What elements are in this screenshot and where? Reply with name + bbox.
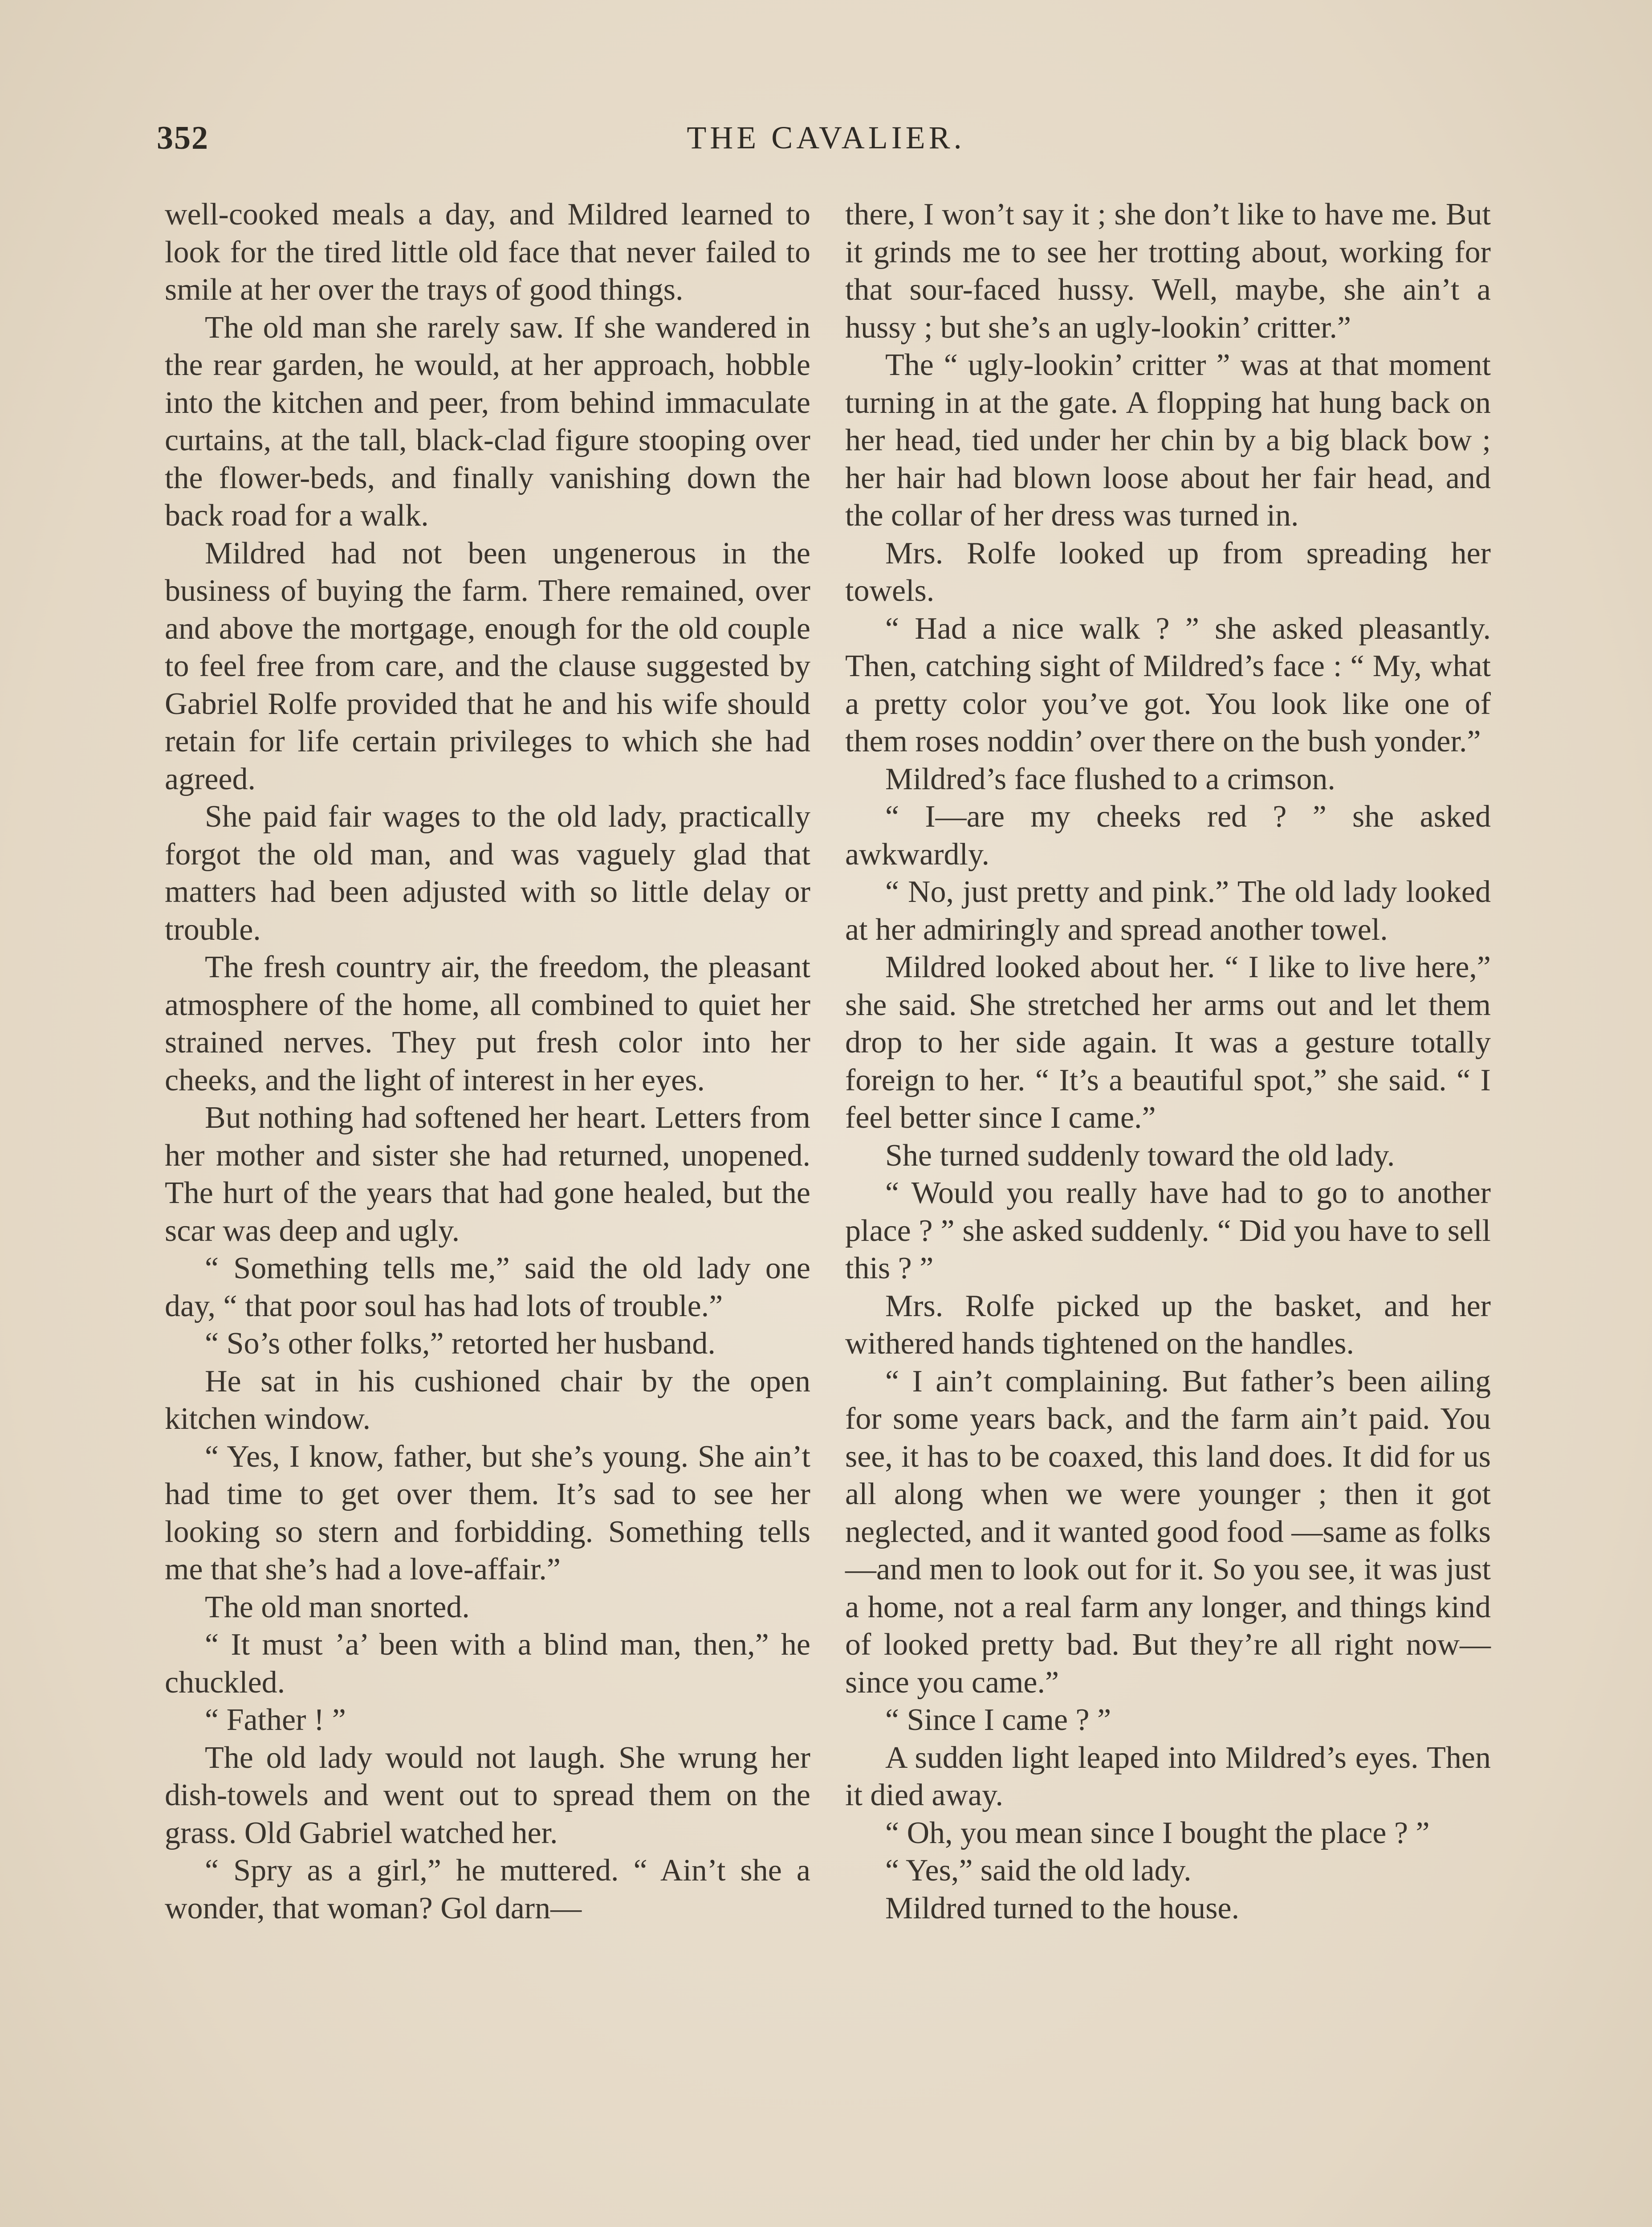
paragraph: “ Father ! ” [205, 1703, 346, 1737]
paragraph: Mildred had not been ungenerous in the business of buying the farm. There remained, over and above the mortgage, enough for the old couple to feel free from care, and the clause suggested by Gabriel Rolfe provided that he and his wife should retain for life certain privileges to which she had agreed. [165, 536, 810, 796]
paragraph: The “ ugly-lookin’ critter ” was at that moment turning in at the gate. A flopping hat hung back on her head, tied under her chin by a big black bow ; her hair had blown loose about her fair head, and the collar of her dress was turned in. [845, 348, 1491, 533]
paragraph: The fresh country air, the freedom, the pleasant atmosphere of the home, all combined to quiet her strained nerves. They put fresh color into her cheeks, and the light of interest in her eyes. [165, 950, 810, 1097]
paragraph: The old lady would not laugh. She wrung her dish-towels and went out to spread them on the grass. Old Gabriel watched her. [165, 1740, 810, 1850]
paragraph: “ It must ’a’ been with a blind man, then,” he chuckled. [165, 1627, 810, 1700]
paragraph: “ I—are my cheeks red ? ” she asked awkwardly. [845, 799, 1491, 872]
right-text-column [845, 196, 1491, 1927]
paragraph: “ I ain’t complaining. But father’s been ailing for some years back, and the farm ain’t paid. You see, it has to be coaxed, this land does. It did for us all along when we were younger ; then it got neglected, and it wanted good food —same as folks—and men to look out for it. So you see, it was just a home, not a real farm any longer, and things kind of looked pretty bad. But they’re all right now—since you came.” [845, 1364, 1491, 1700]
paragraph: “ No, just pretty and pink.” The old lady looked at her admiringly and spread another towel. [845, 875, 1491, 947]
paragraph: “ Yes, I know, father, but she’s young. She ain’t had time to get over them. It’s sad to see her looking so stern and forbidding. Something tells me that she’s had a love-affair.” [165, 1439, 810, 1587]
paragraph: “ Spry as a girl,” he muttered. “ Ain’t she a wonder, that woman? Gol darn— [165, 1853, 810, 1925]
paragraph: “ Would you really have had to go to another place ? ” she asked suddenly. “ Did you have to sell this ? ” [845, 1176, 1491, 1285]
paragraph: He sat in his cushioned chair by the open kitchen window. [165, 1364, 810, 1436]
paragraph: The old man snorted. [205, 1590, 470, 1624]
paragraph: But nothing had softened her heart. Letters from her mother and sister she had returned, unopened. The hurt of the years that had gone healed, but the scar was deep and ugly. [165, 1101, 810, 1248]
paragraph: “ Oh, you mean since I bought the place ? ” [885, 1815, 1430, 1850]
paragraph: The old man she rarely saw. If she wandered in the rear garden, he would, at her approach, hobble into the kitchen and peer, from behind immaculate curtains, at the tall, black-clad figure stooping over the flower-beds, and finally vanishing down the back road for a walk. [165, 310, 810, 533]
paragraph: Mildred’s face flushed to a crimson. [885, 762, 1335, 796]
left-text-column [165, 196, 810, 1927]
paragraph: A sudden light leaped into Mildred’s eyes. Then it died away. [845, 1740, 1491, 1812]
paragraph: “ Yes,” said the old lady. [885, 1853, 1192, 1888]
paragraph: “ So’s other folks,” retorted her husband. [205, 1326, 716, 1361]
paragraph: She turned suddenly toward the old lady. [885, 1138, 1395, 1173]
paragraph: Mildred looked about her. “ I like to live here,” she said. She stretched her arms out and let them drop to her side again. It was a gesture totally foreign to her. “ It’s a beautiful spot,” she said. “ I feel better since I came.” [845, 950, 1491, 1135]
running-head: THE CAVALIER. [687, 120, 965, 155]
paragraph: Mrs. Rolfe looked up from spreading her towels. [845, 536, 1491, 608]
paragraph: “ Since I came ? ” [885, 1703, 1111, 1737]
paragraph: Mrs. Rolfe picked up the basket, and her withered hands tightened on the handles. [845, 1289, 1491, 1361]
paragraph: “ Had a nice walk ? ” she asked pleasantly. Then, catching sight of Mildred’s face : “ My, what a pretty color you’ve got. You look like one of them roses noddin’ over there on the bush yonder.” [845, 611, 1491, 759]
paragraph: “ Something tells me,” said the old lady one day, “ that poor soul has had lots of trouble.” [165, 1251, 810, 1323]
paragraph: there, I won’t say it ; she don’t like to have me. But it grinds me to see her trotting about, working for that sour-faced hussy. Well, maybe, she ain’t a hussy ; but she’s an ugly-lookin’ critter.” [845, 197, 1491, 345]
paragraph: well-cooked meals a day, and Mildred learned to look for the tired little old face that never failed to smile at her over the trays of good things. [165, 197, 810, 307]
paragraph: Mildred turned to the house. [885, 1891, 1240, 1925]
paragraph: She paid fair wages to the old lady, practically forgot the old man, and was vaguely glad that matters had been adjusted with so little delay or trouble. [165, 799, 810, 947]
page-number: 352 [157, 120, 209, 156]
